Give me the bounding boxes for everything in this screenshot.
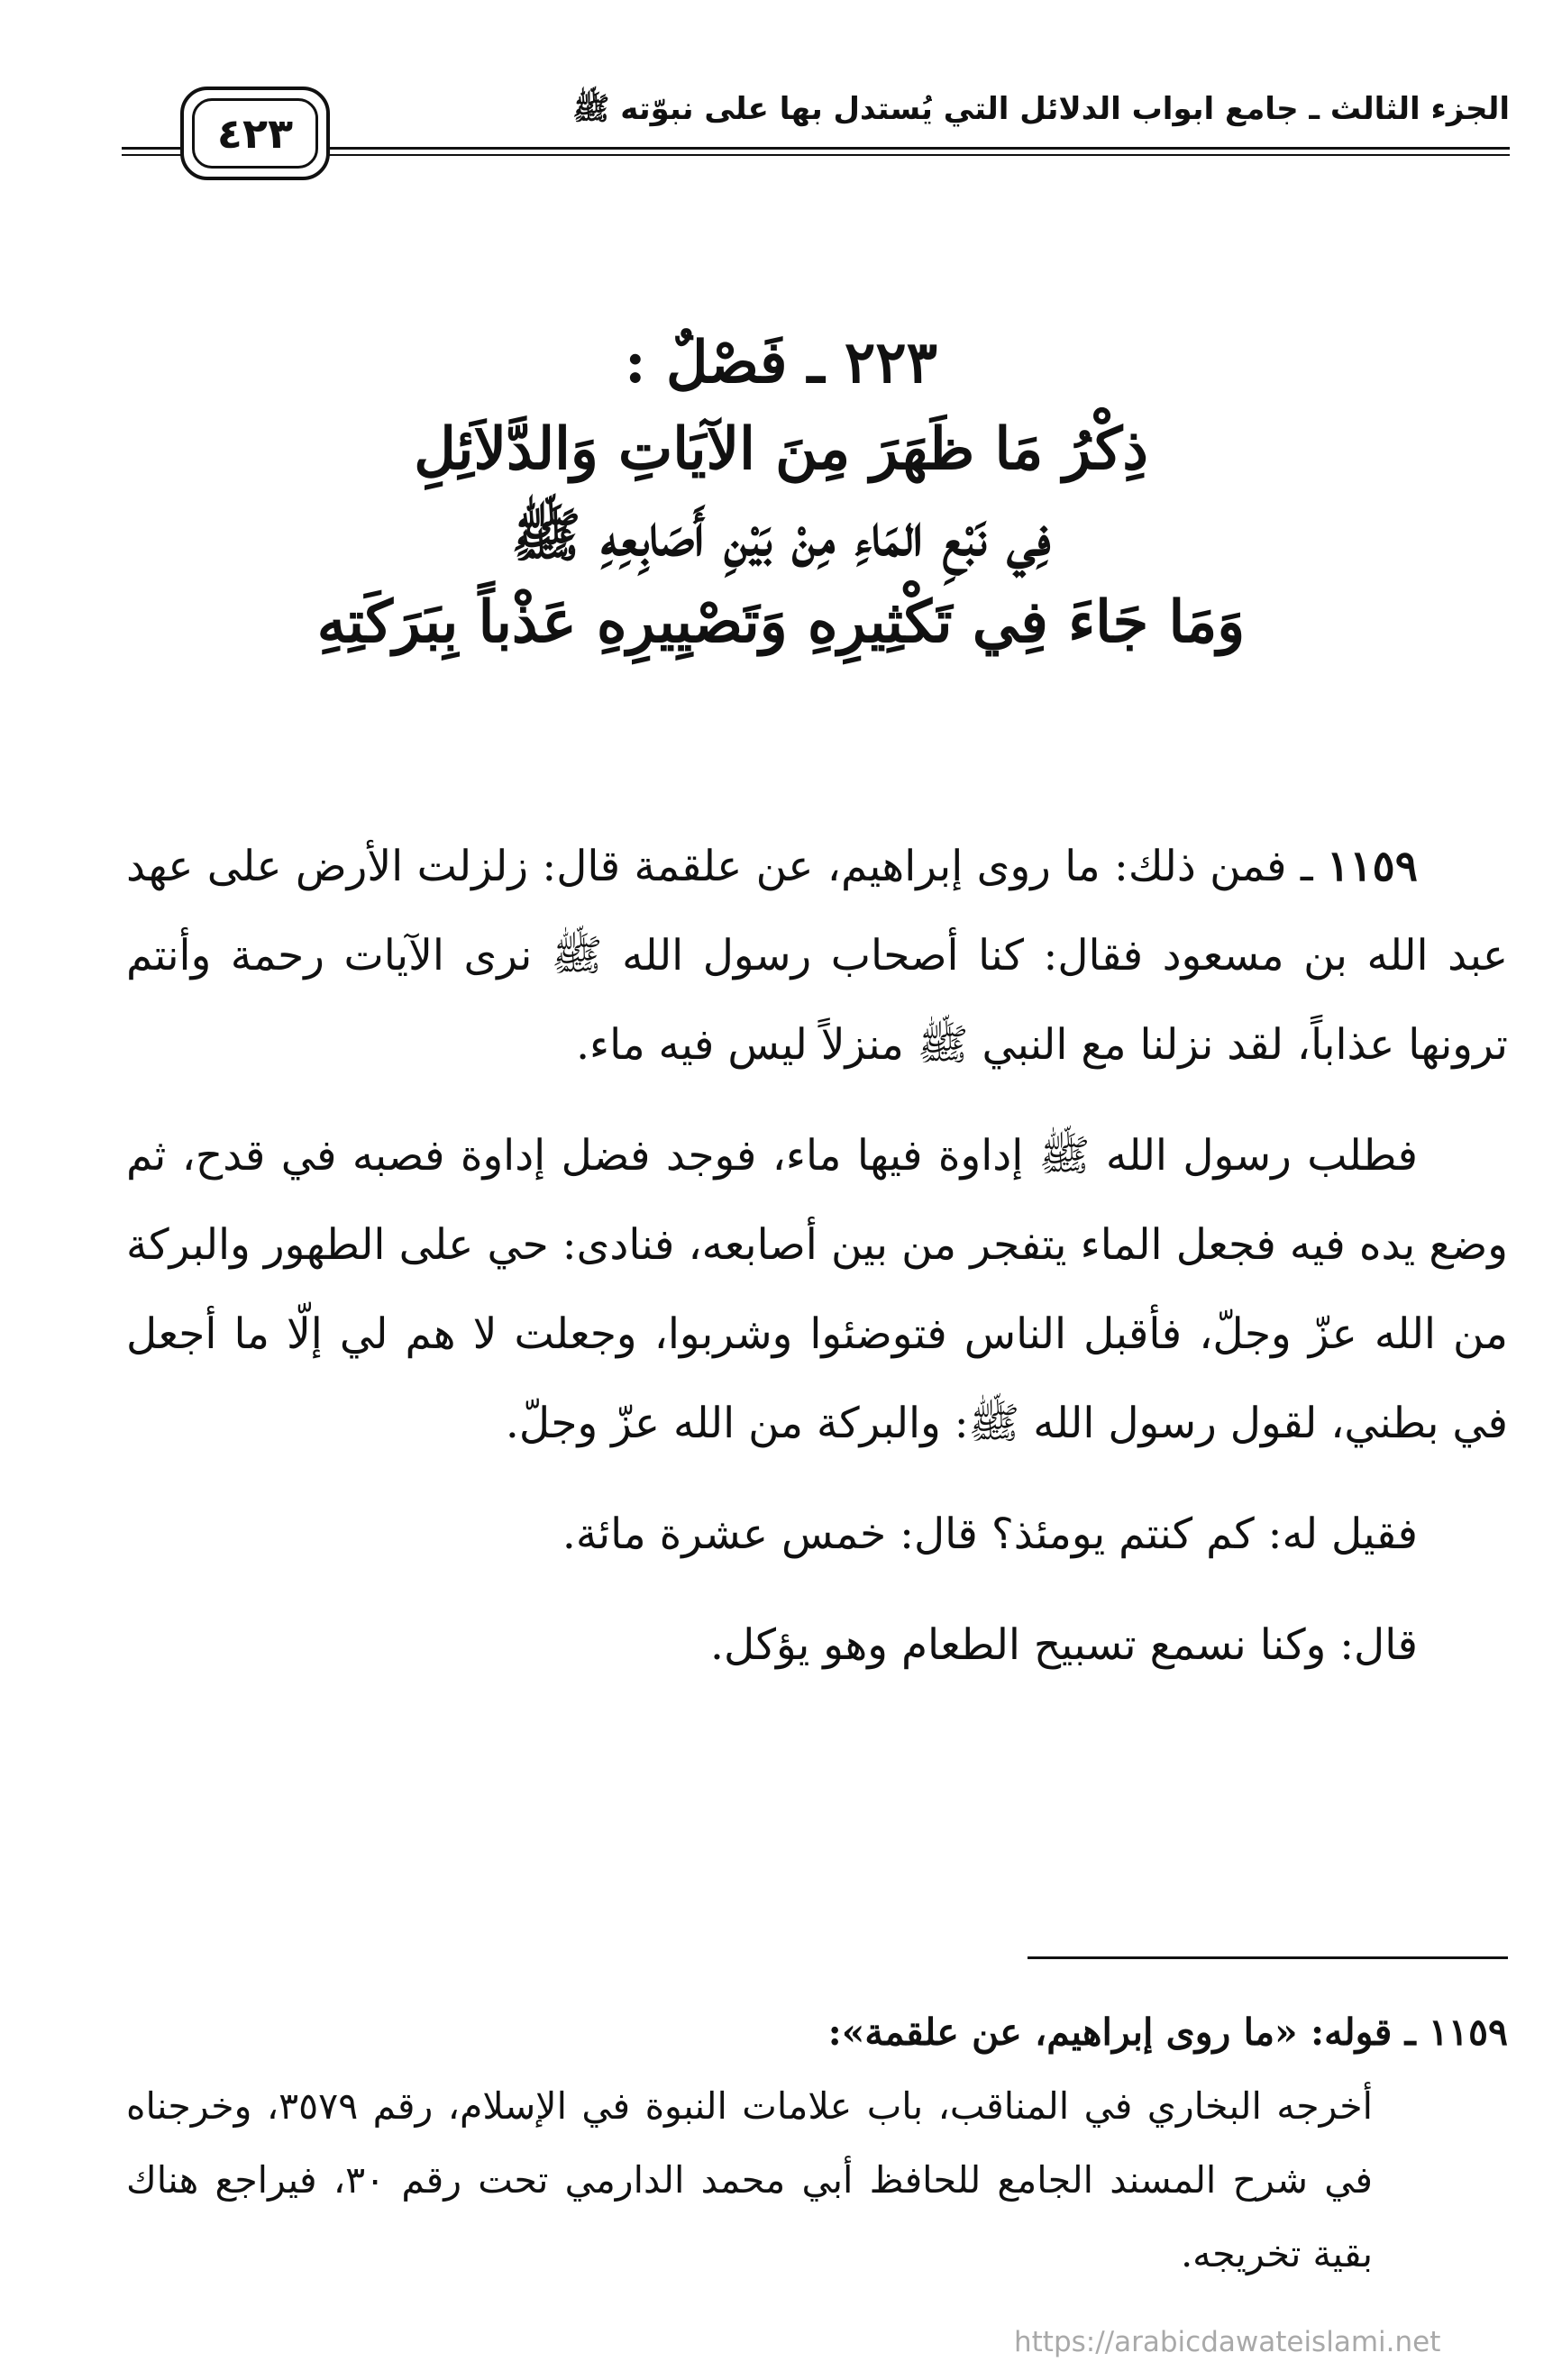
footnote-text: أخرجه البخاري في المناقب، باب علامات النبوة في الإسلام، رقم ٣٥٧٩، وخرجناه في شرح المسند الجامع للحافظ أبي محمد الدارمي تحت رقم ٣٠، فيراجع هناك بقية تخريجه. (126, 2084, 1373, 2275)
chapter-title-line-1: ذِكْرُ مَا ظَهَرَ مِنَ الآيَاتِ وَالدَّلاَئِلِ (414, 415, 1148, 483)
chapter-number: ٢٢٣ (844, 329, 937, 397)
header-rule-top (122, 147, 1510, 150)
chapter-label: فَصْلٌ : (625, 329, 788, 397)
chapter-dash: ـ (807, 329, 825, 397)
paragraph-1 (126, 822, 1508, 1090)
hadith-number: ١١٥٩ (1327, 842, 1418, 891)
running-title: الجزء الثالث ـ جامع ابواب الدلائل التي يُستدل بها على نبوّته ﷺ (572, 91, 1510, 127)
chapter-label-line (135, 320, 1427, 406)
page-number-frame-inner (192, 98, 318, 169)
chapter-title-line-3: وَمَا جَاءَ فِي تَكْثِيرِهِ وَتَصْيِيرِهِ عَذْباً بِبَرَكَتِهِ (316, 588, 1246, 656)
chapter-title-line-2: فِي نَبْعِ المَاءِ مِنْ بَيْنِ أَصَابِعِهِ ﷺ (511, 502, 1051, 570)
page-number-frame (180, 87, 330, 180)
header-rule-bottom (122, 154, 1510, 156)
paragraph-2: فطلب رسول الله ﷺ إداوة فيها ماء، فوجد فضل إداوة فصبه في قدح، ثم وضع يده فيه فجعل الماء يتفجر من بين أصابعه، فنادى: حي على الطهور والبركة من الله عزّ وجلّ، فأقبل الناس فتوضئوا وشربوا، وجعلت لا هم لي إلّا ما أجعل في بطني، لقول رسول الله ﷺ: والبركة من الله عزّ وجلّ. (126, 1131, 1508, 1448)
watermark-url: https://arabicdawateislami.net (1014, 2326, 1441, 2358)
paragraph-1-text: ـ فمن ذلك: ما روى إبراهيم، عن علقمة قال: زلزلت الأرض على عهد عبد الله بن مسعود فقال: كنا أصحاب رسول الله ﷺ نرى الآيات رحمة وأنتم ترونها عذاباً، لقد نزلنا مع النبي ﷺ منزلاً ليس فيه ماء. (126, 842, 1508, 1070)
page-number: ٤٢٣ (216, 109, 294, 158)
paragraph-4: قال: وكنا نسمع تسبيح الطعام وهو يؤكل. (710, 1620, 1418, 1670)
chapter-heading (135, 320, 1427, 666)
paragraph-3: فقيل له: كم كنتم يومئذ؟ قال: خمس عشرة مائة. (562, 1509, 1418, 1559)
footnote-rule (1028, 1956, 1508, 1959)
main-text (126, 822, 1508, 1690)
footnote-heading: ١١٥٩ ـ قوله: «ما روى إبراهيم، عن علقمة»: (827, 2011, 1508, 2054)
footnote (126, 1995, 1508, 2291)
